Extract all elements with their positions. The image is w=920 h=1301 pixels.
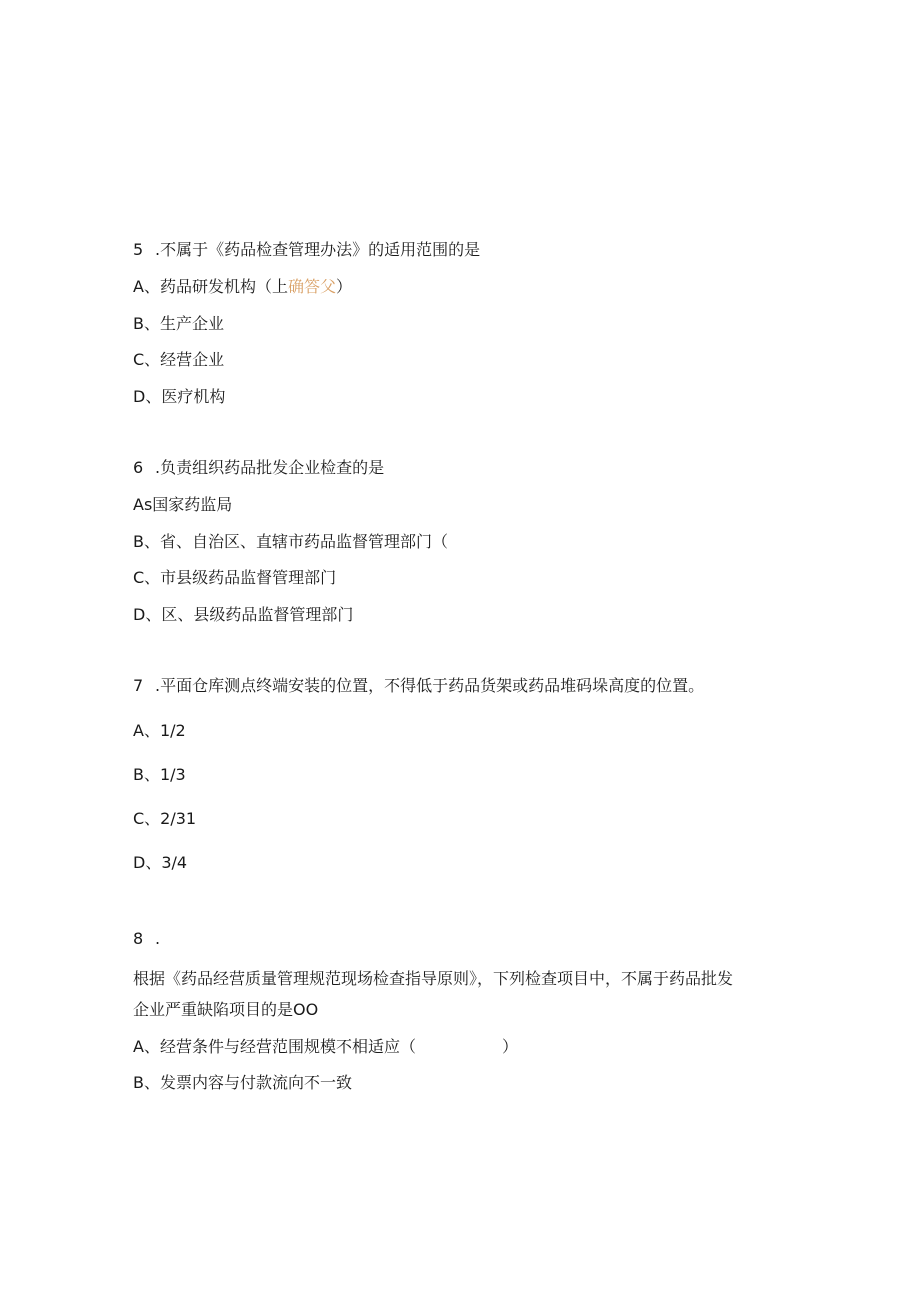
- option-c[interactable]: [133, 349, 224, 371]
- question-body: 根据《药品经营质量管理规范现场检查指导原则》，下列检查项目中，不属于药品批发: [133, 969, 734, 988]
- option-a[interactable]: [133, 276, 352, 298]
- question-number: 6: [133, 458, 144, 477]
- option-c[interactable]: [133, 567, 336, 589]
- option-label: D、3/4: [133, 853, 188, 872]
- option-label: B、发票内容与付款流向不一致: [133, 1073, 352, 1092]
- question-text: .不属于《药品检查管理办法》的适用范围的是: [155, 240, 481, 259]
- question-7-stem: [133, 675, 704, 697]
- option-label: B、生产企业: [133, 314, 224, 333]
- option-label: As国家药监局: [133, 495, 233, 514]
- option-label: C、2/31: [133, 809, 197, 828]
- question-number: 8: [133, 929, 144, 948]
- option-label: C、市县级药品监督管理部门: [133, 568, 337, 587]
- option-a[interactable]: [133, 1036, 518, 1058]
- option-suffix: ）: [335, 277, 352, 296]
- option-label: A、1/2: [133, 721, 186, 740]
- option-b[interactable]: [133, 764, 186, 786]
- option-label: A、经营条件与经营范围规模不相适应（: [133, 1037, 416, 1056]
- option-a[interactable]: [133, 720, 186, 742]
- question-text: .: [155, 929, 161, 948]
- question-text: .平面仓库测点终端安装的位置，不得低于药品货架或药品堆码垛高度的位置。: [155, 676, 705, 695]
- option-label: D、医疗机构: [133, 387, 226, 406]
- highlighted-text: 确答父: [287, 277, 336, 296]
- question-5-stem: [133, 239, 480, 261]
- option-b[interactable]: [133, 531, 448, 553]
- question-8-body-line-2: [133, 999, 318, 1021]
- option-b[interactable]: [133, 1072, 352, 1094]
- option-label: B、1/3: [133, 765, 186, 784]
- question-8-body-line-1: [133, 968, 733, 990]
- question-number: 5: [133, 240, 144, 259]
- option-a[interactable]: [133, 494, 232, 516]
- option-d[interactable]: [133, 386, 225, 408]
- option-suffix: ）: [501, 1037, 518, 1056]
- question-8-stem: [133, 928, 160, 950]
- option-c[interactable]: [133, 808, 196, 830]
- option-d[interactable]: [133, 852, 187, 874]
- question-body: 企业严重缺陷项目的是OO: [133, 1000, 319, 1019]
- option-label: C、经营企业: [133, 350, 225, 369]
- question-text: .负责组织药品批发企业检查的是: [155, 458, 385, 477]
- option-d[interactable]: [133, 604, 353, 626]
- question-6-stem: [133, 457, 384, 479]
- option-label: A、药品研发机构（上: [133, 277, 288, 296]
- option-label: D、区、县级药品监督管理部门: [133, 605, 354, 624]
- option-b[interactable]: [133, 313, 224, 335]
- option-label: B、省、自治区、直辖市药品监督管理部门（: [133, 532, 448, 551]
- question-number: 7: [133, 676, 144, 695]
